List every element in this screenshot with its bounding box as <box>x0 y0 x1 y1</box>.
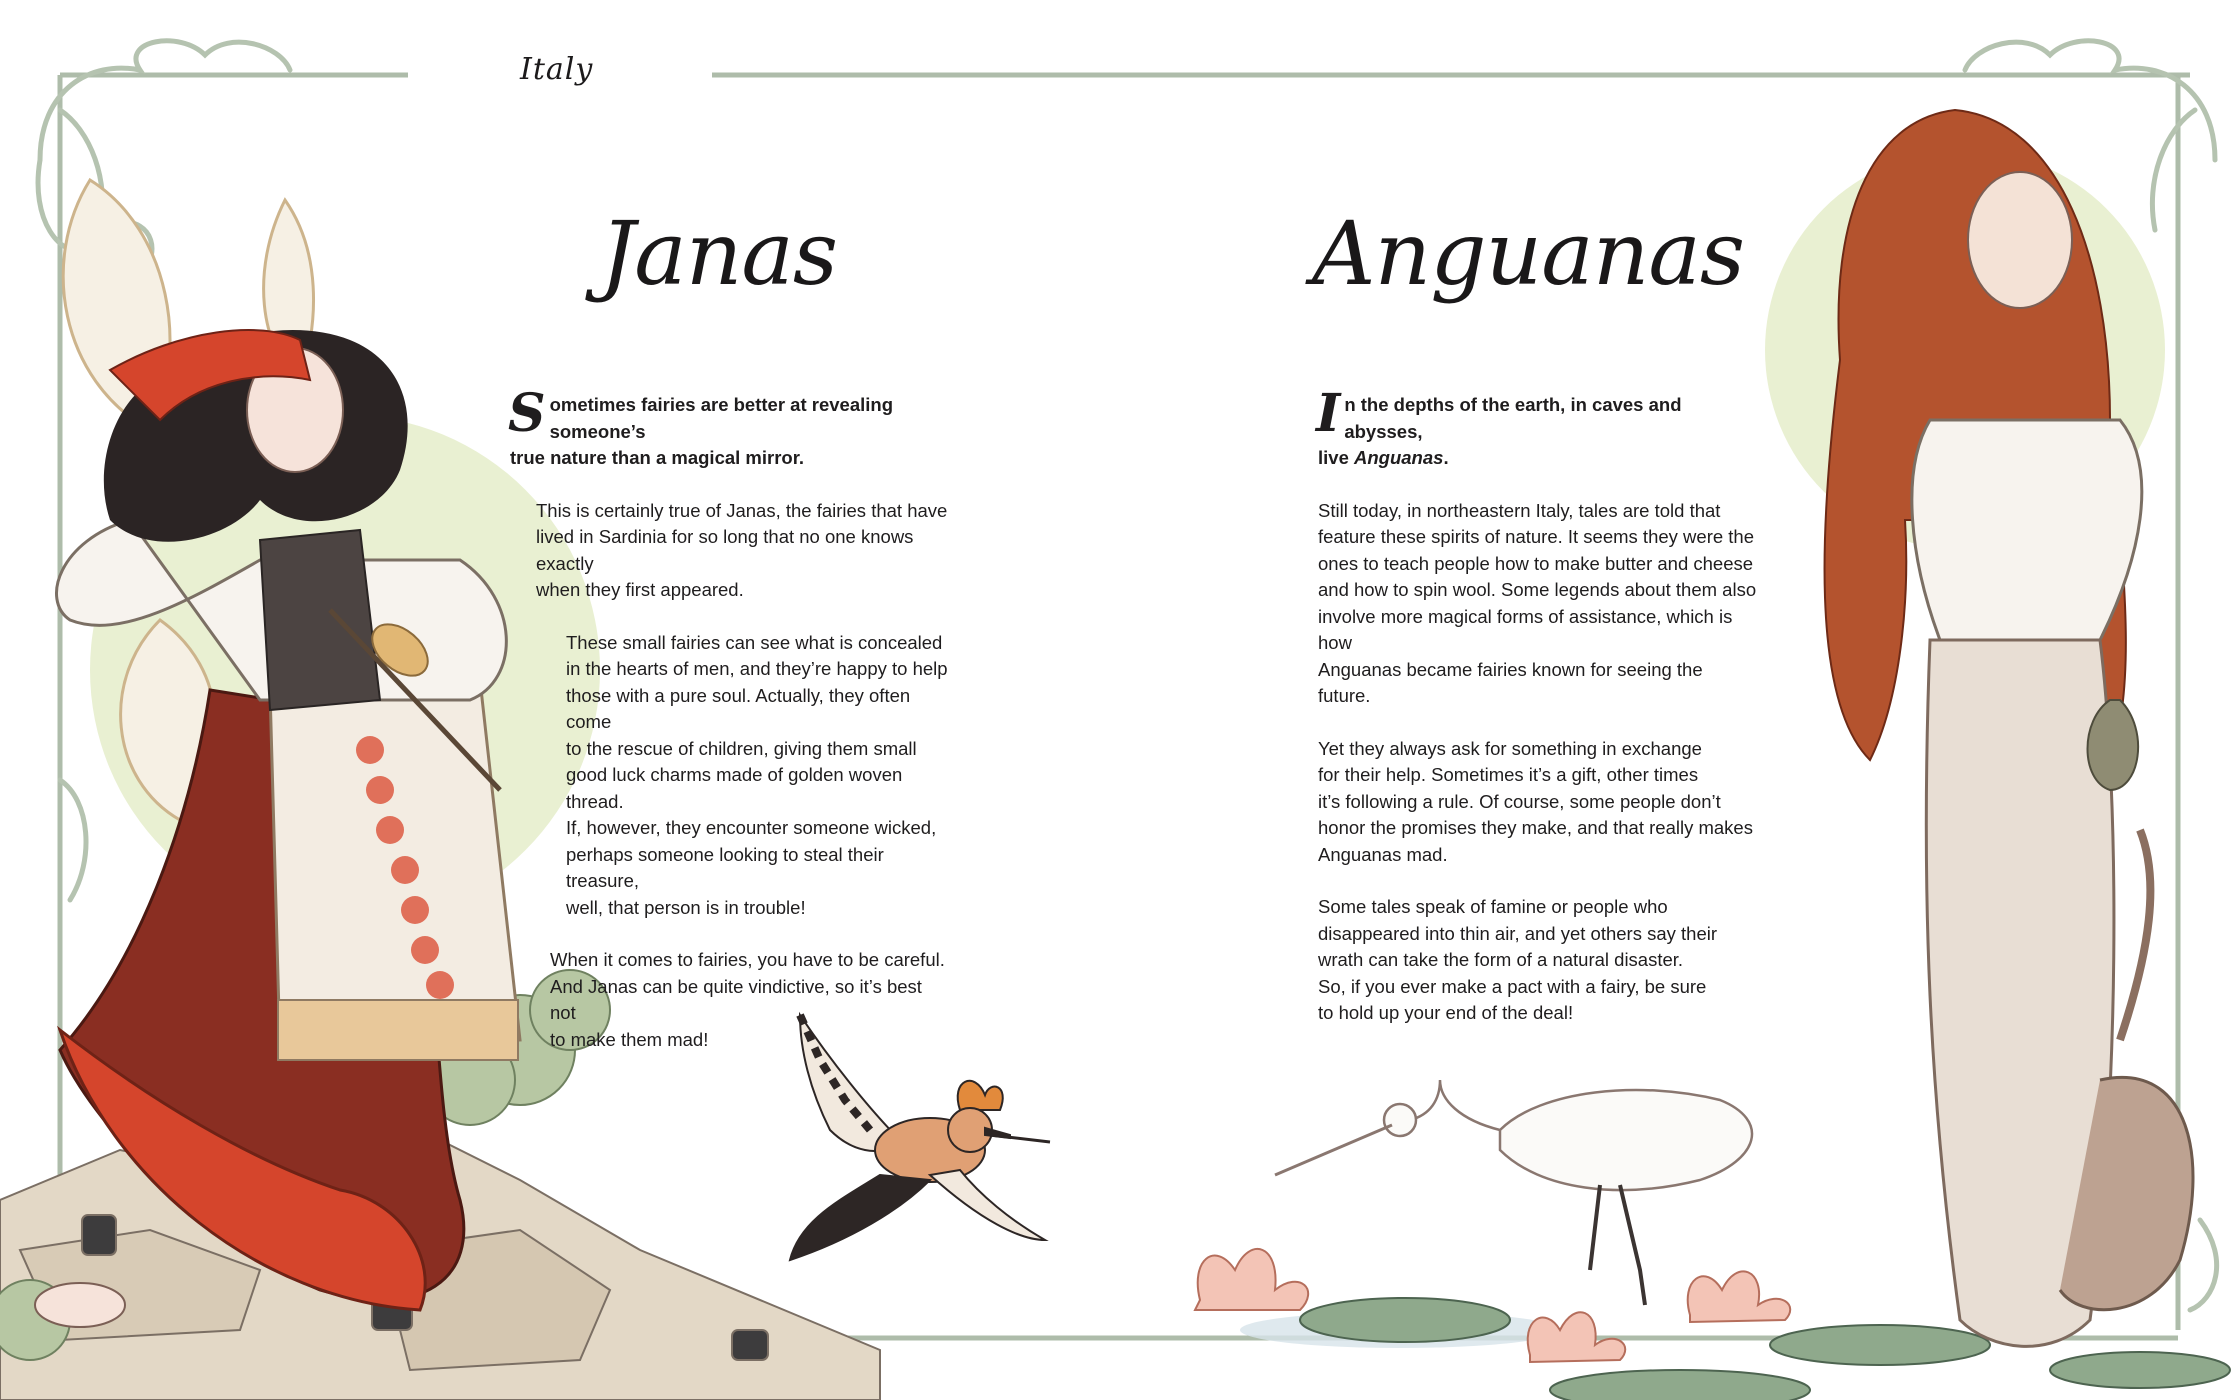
janas-lead <box>508 383 950 472</box>
tail-tip <box>2120 830 2150 1040</box>
fairy-bodice <box>260 530 380 710</box>
anguanas-dropcap: I <box>1316 383 1341 444</box>
janas-paragraph-3: When it comes to fairies, you have to be careful. And Janas can be quite vindictive, so it’s best not to make them mad! <box>550 949 945 1050</box>
janas-text-column <box>508 383 950 1079</box>
janas-dropcap: S <box>508 383 546 444</box>
anguanas-paragraph-1: Still today, in northeastern Italy, tales are told that feature these spirits of nature. It seems they were the ones to teach people how to make butter and cheese and how to spin wool. Some legends about them also involve more magical forms of assistance, which is how Anguanas became fairies known for seeing the future. <box>1318 499 1757 706</box>
anguanas-lead-text: n the depths of the earth, in caves and abysses, live <box>1318 394 1682 468</box>
anguanas-text-column <box>1316 383 1758 1053</box>
anguanas-paragraph-2: Yet they always ask for something in exchange for their help. Sometimes it’s a gift, other times it’s following a rule. Of course, some people don’t honor the promises they make, and that really makes Anguanas mad. <box>1318 737 1753 865</box>
anguanas-face <box>1968 172 2072 308</box>
water-lilies <box>1195 1249 1790 1362</box>
anguanas-lead-emphasis: Anguanas <box>1354 447 1444 468</box>
anguanas-lead <box>1316 383 1758 472</box>
anguanas-lead-end: . <box>1443 447 1449 468</box>
anguanas-title: Anguanas <box>1312 202 1744 305</box>
janas-title: Janas <box>600 202 838 305</box>
egret <box>1275 1080 1752 1305</box>
running-head-country: Italy <box>520 52 594 87</box>
lily-pad <box>1770 1325 1990 1365</box>
janas-paragraph-1: This is certainly true of Janas, the fairies that have lived in Sardinia for so long that no one knows exactly when they first appeared. <box>536 499 948 600</box>
lily-pad <box>2050 1352 2230 1388</box>
lily-pad <box>1300 1298 1510 1342</box>
fairy-foot <box>35 1283 125 1327</box>
anguanas-blouse <box>1912 420 2142 640</box>
janas-lead-text: ometimes fairies are better at revealing someone’s true nature than a magical mirror. <box>510 394 893 468</box>
lily-pad <box>1550 1370 1810 1400</box>
janas-paragraph-2: These small fairies can see what is concealed in the hearts of men, and they’re happy to help those with a pure soul. Actually, they often come to the rescue of children, giving them small good luck charms made of golden woven thread. If, however, they encounter someone wicked, perhaps someone looking to steal their treasure, well, that person is in trouble! <box>566 631 948 918</box>
anguanas-paragraph-3: Some tales speak of famine or people who disappeared into thin air, and yet others say their wrath can take the form of a natural disaster. So, if you ever make a pact with a fairy, be sure to hold up your end of the deal! <box>1318 896 1718 1023</box>
